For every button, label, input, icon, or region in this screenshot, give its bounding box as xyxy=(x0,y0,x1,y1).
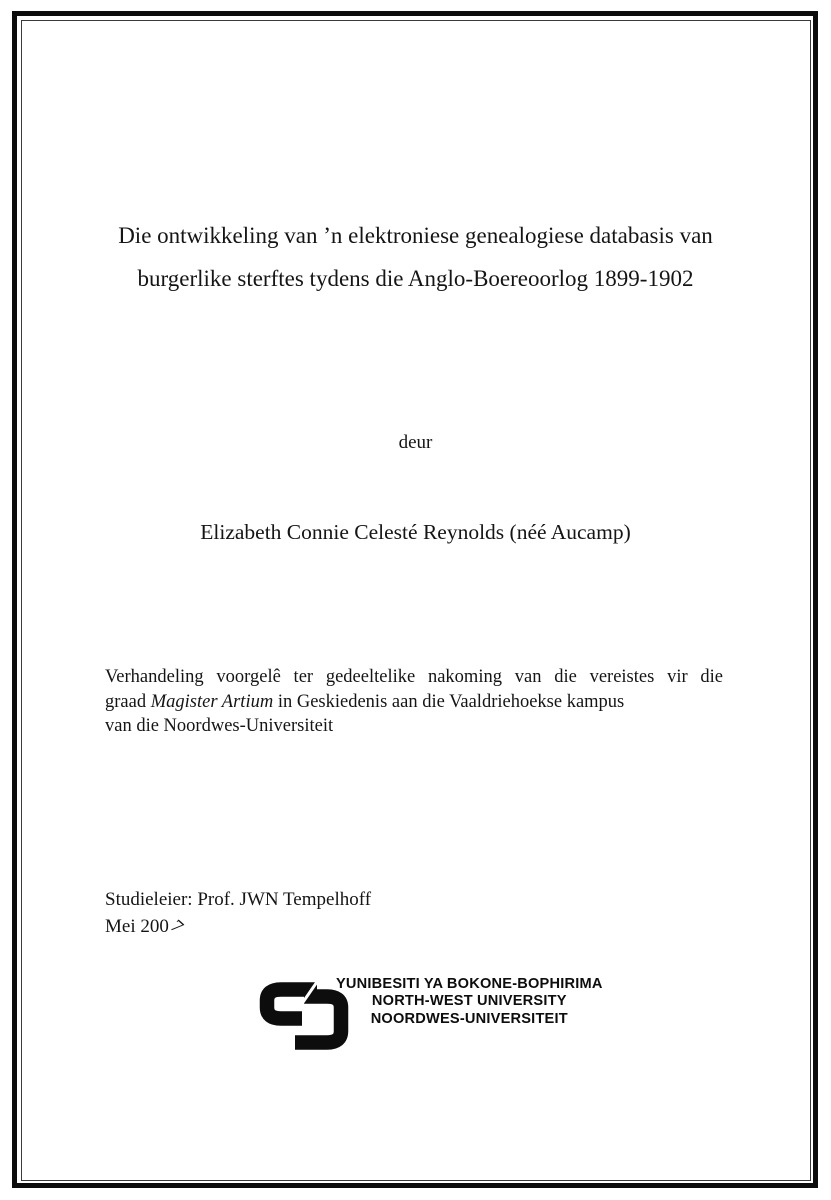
logo-name-english: NORTH-WEST UNIVERSITY xyxy=(371,993,567,1010)
logo-name-setswana: YUNIBESITI YA BOKONE-BOPHIRIMA xyxy=(336,976,603,992)
logo-name-afrikaans: NOORDWES-UNIVERSITEIT xyxy=(370,1010,568,1027)
supervisor-block xyxy=(105,887,371,940)
statement-line1: Verhandeling voorgelê ter gedeeltelike nakoming van die vereistes vir die xyxy=(105,667,723,687)
degree-name-italic: Magister Artium xyxy=(150,691,274,712)
university-logo-wordmark xyxy=(336,969,603,1028)
statement-line2 xyxy=(105,690,723,715)
date-last-digit: 7 xyxy=(165,915,187,938)
thesis-title xyxy=(0,214,831,300)
supervisor-line: Studieleier: Prof. JWN Tempelhoff xyxy=(105,889,372,910)
submission-statement xyxy=(105,665,723,739)
author-name: Elizabeth Connie Celesté Reynolds (néé Aucamp) xyxy=(200,520,631,544)
thesis-title-line2: burgerlike sterftes tydens die Anglo-Boereoorlog 1899-1902 xyxy=(137,266,694,291)
statement-line2-suffix: in Geskiedenis aan die Vaaldriehoekse kampus xyxy=(273,691,625,712)
byline-label: deur xyxy=(398,432,433,453)
university-logo xyxy=(257,969,603,1053)
date-line xyxy=(105,914,371,941)
date-prefix: Mei 200 xyxy=(105,915,169,937)
statement-line2-prefix: graad xyxy=(105,691,151,712)
statement-line3: van die Noordwes-Universiteit xyxy=(105,716,334,737)
thesis-title-line1: Die ontwikkeling van ’n elektroniese genealogiese databasis van xyxy=(118,223,713,248)
